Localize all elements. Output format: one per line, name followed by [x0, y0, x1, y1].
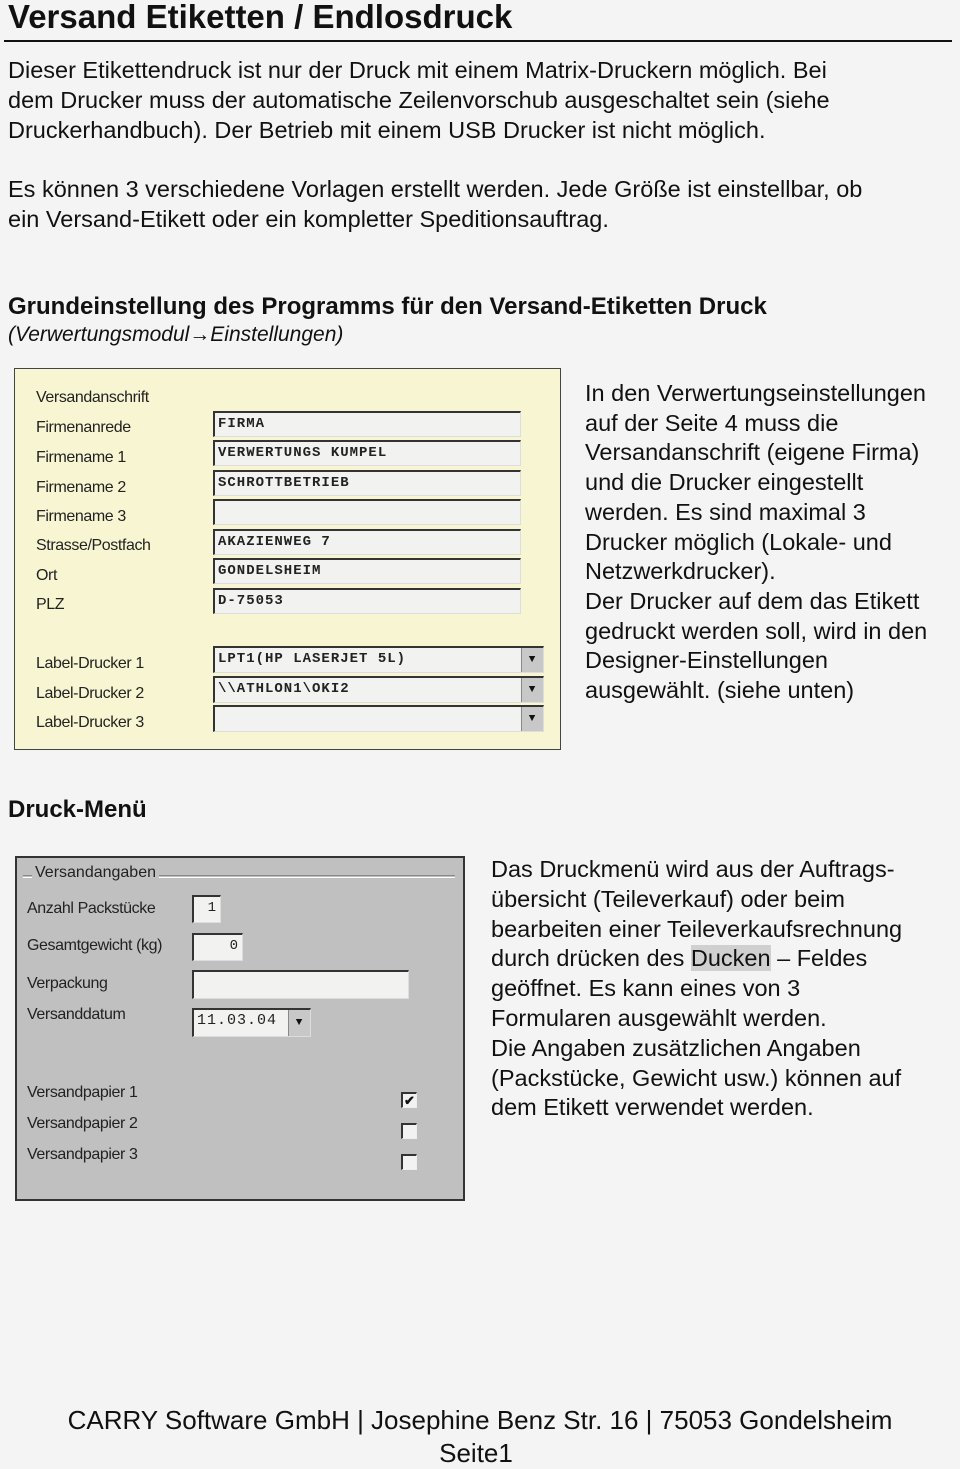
- section-heading: Druck-Menü: [8, 796, 147, 823]
- text-line: ausgewählt. (siehe unten): [585, 677, 855, 704]
- section1-description: [585, 379, 927, 706]
- field-label: Label-Drucker 1: [36, 655, 144, 672]
- text-line: [491, 944, 902, 974]
- text-line: auf der Seite 4 muss die: [585, 409, 839, 436]
- text-line: und die Drucker eingestellt: [585, 469, 864, 496]
- anzahl-input[interactable]: 1: [192, 895, 221, 923]
- select-value: \\ATHLON1\OKI2: [218, 681, 350, 697]
- section-subheading: (Verwertungsmodul→Einstellungen): [8, 323, 344, 346]
- firmename2-input[interactable]: SCHROTTBETRIEB: [213, 470, 521, 496]
- field-label: Ort: [36, 567, 58, 584]
- text-line: Dieser Etikettendruck ist nur der Druck mit einem Matrix-Druckern möglich. Bei: [8, 57, 827, 83]
- text-line: Drucker möglich (Lokale- und: [585, 528, 892, 555]
- firmename3-input[interactable]: [213, 499, 521, 525]
- text-line: Versandanschrift (eigene Firma): [585, 439, 920, 466]
- field-label: Firmename 2: [36, 479, 126, 496]
- text-fragment: – Feldes: [770, 945, 868, 972]
- settings-panel: [14, 368, 561, 750]
- checkmark-icon: ✔: [404, 1093, 415, 1108]
- plz-input[interactable]: D-75053: [213, 588, 521, 614]
- text-line: Druckerhandbuch). Der Betrieb mit einem USB Drucker ist nicht möglich.: [8, 117, 766, 143]
- text-line: ein Versand-Etikett oder ein kompletter Speditionsauftrag.: [8, 206, 609, 232]
- checkbox-label: Versandpapier 1: [27, 1084, 138, 1101]
- intro-paragraph-2: [8, 174, 862, 234]
- field-label: PLZ: [36, 596, 65, 613]
- select-value: 11.03.04: [197, 1012, 278, 1029]
- field-label: Versanddatum: [27, 1006, 126, 1023]
- ort-input[interactable]: GONDELSHEIM: [213, 558, 521, 584]
- field-label: Label-Drucker 3: [36, 714, 144, 731]
- text-line: Das Druckmenü wird aus der Auftrags-: [491, 856, 895, 882]
- chevron-down-icon[interactable]: ▼: [521, 678, 543, 702]
- text-line: dem Drucker muss der automatische Zeilenvorschub ausgeschaltet sein (siehe: [8, 87, 830, 113]
- strasse-input[interactable]: AKAZIENWEG 7: [213, 529, 521, 555]
- title-divider: [4, 40, 952, 42]
- text-line: geöffnet. Es kann eines von 3: [491, 975, 801, 1002]
- group-label: Versandangaben: [32, 864, 159, 882]
- checkbox-label: Versandpapier 3: [27, 1146, 138, 1163]
- text-line: werden. Es sind maximal 3: [585, 498, 866, 525]
- text-line: gedruckt werden soll, wird in den: [585, 617, 928, 644]
- field-label: Firmenanrede: [36, 419, 131, 436]
- field-label: Label-Drucker 2: [36, 685, 144, 702]
- verpackung-input[interactable]: [192, 970, 409, 999]
- firmename1-input[interactable]: VERWERTUNGS KUMPEL: [213, 440, 521, 466]
- section-heading: Grundeinstellung des Programms für den Versand-Etiketten Druck: [8, 293, 767, 320]
- page-title: Versand Etiketten / Endlosdruck: [8, 0, 513, 35]
- label-printer-3-select[interactable]: [213, 705, 544, 732]
- checkbox-label: Versandpapier 2: [27, 1115, 138, 1132]
- field-label: Gesamtgewicht (kg): [27, 937, 163, 954]
- text-line: übersicht (Teileverkauf) oder beim: [491, 885, 845, 912]
- label-printer-2-select[interactable]: [213, 676, 544, 703]
- select-value: LPT1(HP LASERJET 5L): [218, 651, 407, 667]
- print-menu-panel: [15, 856, 465, 1201]
- versandpapier-2-checkbox[interactable]: [401, 1123, 417, 1139]
- text-line: bearbeiten einer Teileverkaufsrechnung: [491, 915, 903, 942]
- chevron-down-icon[interactable]: ▼: [288, 1010, 310, 1036]
- field-label: Anzahl Packstücke: [27, 900, 156, 917]
- group-label: Versandanschrift: [36, 389, 149, 406]
- footer-address: CARRY Software GmbH | Josephine Benz Str. 16 | 75053 Gondelsheim: [67, 1405, 893, 1435]
- text-line: Der Drucker auf dem das Etikett: [585, 587, 920, 614]
- gewicht-input[interactable]: 0: [192, 933, 243, 961]
- label-printer-1-select[interactable]: [213, 646, 544, 673]
- intro-paragraph: [8, 55, 830, 145]
- versandpapier-3-checkbox[interactable]: [401, 1154, 417, 1170]
- text-line: Designer-Einstellungen: [585, 647, 828, 674]
- field-label: Strasse/Postfach: [36, 537, 151, 554]
- text-line: Netzwerkdrucker).: [585, 558, 776, 585]
- highlighted-term: Ducken: [690, 945, 771, 972]
- field-label: Verpackung: [27, 975, 108, 992]
- text-line: In den Verwertungseinstellungen: [585, 380, 926, 406]
- text-line: Die Angaben zusätzlichen Angaben: [491, 1034, 861, 1061]
- text-line: dem Etikett verwendet werden.: [491, 1094, 814, 1121]
- text-line: Formularen ausgewählt werden.: [491, 1004, 827, 1031]
- field-label: Firmename 1: [36, 449, 126, 466]
- text-line: (Packstücke, Gewicht usw.) können auf: [491, 1064, 902, 1091]
- versanddatum-select[interactable]: [192, 1008, 311, 1037]
- chevron-down-icon[interactable]: ▼: [521, 648, 543, 672]
- section2-description: [491, 855, 902, 1123]
- chevron-down-icon[interactable]: ▼: [521, 707, 543, 731]
- field-label: Firmename 3: [36, 508, 126, 525]
- text-line: Es können 3 verschiedene Vorlagen erstellt werden. Jede Größe ist einstellbar, ob: [8, 176, 863, 202]
- versandpapier-1-checkbox[interactable]: [401, 1092, 417, 1108]
- firmenanrede-input[interactable]: FIRMA: [213, 411, 521, 437]
- footer-page-number: Seite1: [439, 1438, 513, 1468]
- text-fragment: durch drücken des: [491, 945, 691, 972]
